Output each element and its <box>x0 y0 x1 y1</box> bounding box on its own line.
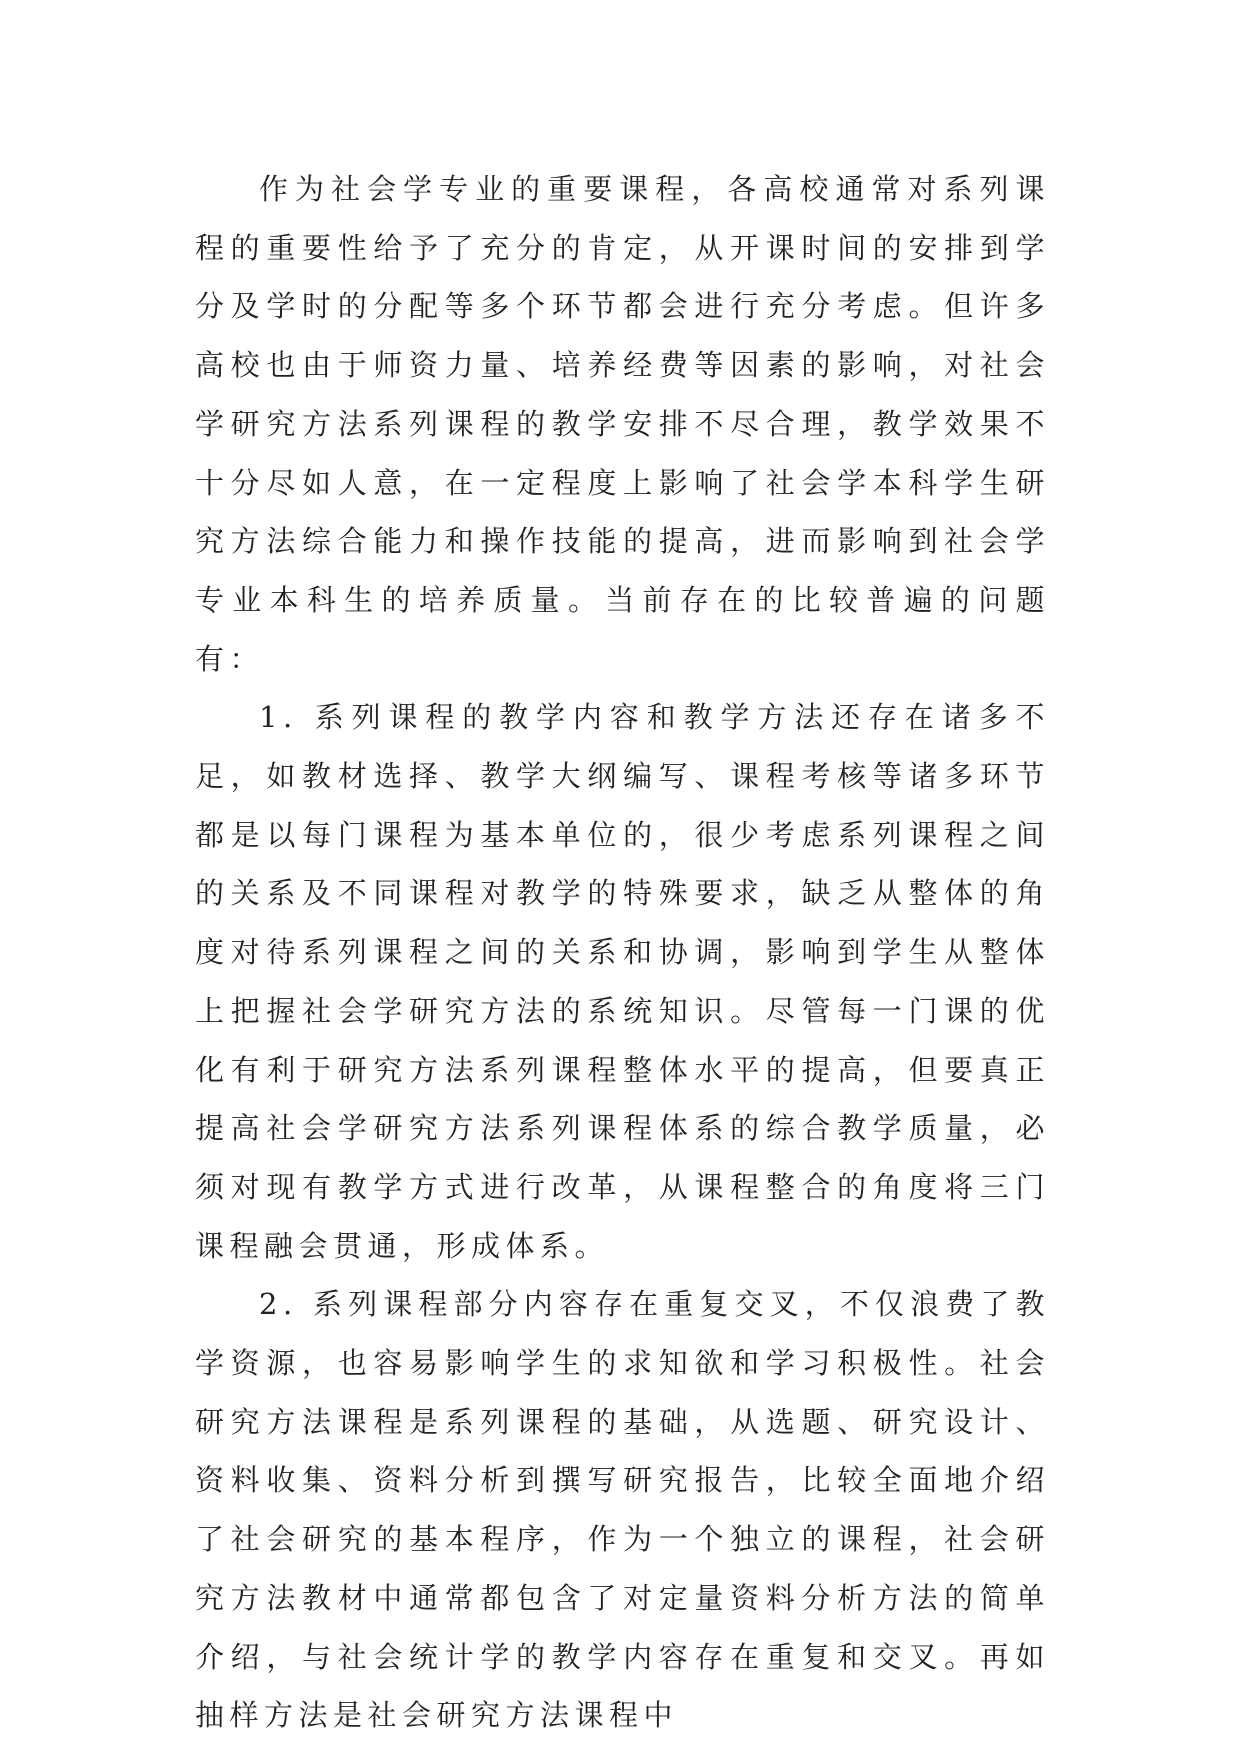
paragraph-intro: 作为社会学专业的重要课程，各高校通常对系列课程的重要性给予了充分的肯定，从开课时间的安排到学分及学时的分配等多个环节都会进行充分考虑。但许多高校也由于师资力量、培养经费等因素的影响，对社会学研究方法系列课程的教学安排不尽合理，教学效果不十分尽如人意，在一定程度上影响了社会学本科学生研究方法综合能力和操作技能的提高，进而影响到社会学专业本科生的培养质量。当前存在的比较普遍的问题有： <box>195 172 1050 676</box>
paragraph-point-2: 2. 系列课程部分内容存在重复交叉，不仅浪费了教学资源，也容易影响学生的求知欲和学习积极性。社会研究方法课程是系列课程的基础，从选题、研究设计、资料收集、资料分析到撰写研究报告，比较全面地介绍了社会研究的基本程序，作为一个独立的课程，社会研究方法教材中通常都包含了对定量资料分析方法的简单介绍，与社会统计学的教学内容存在重复和交叉。再如抽样方法是社会研究方法课程中 <box>195 1287 1050 1733</box>
body-text <box>195 160 1050 1745</box>
paragraph-point-1: 1. 系列课程的教学内容和教学方法还存在诸多不足，如教材选择、教学大纲编写、课程考核等诸多环节都是以每门课程为基本单位的，很少考虑系列课程之间的关系及不同课程对教学的特殊要求，缺乏从整体的角度对待系列课程之间的关系和协调，影响到学生从整体上把握社会学研究方法的系统知识。尽管每一门课的优化有利于研究方法系列课程整体水平的提高，但要真正提高社会学研究方法系列课程体系的综合教学质量，必须对现有教学方式进行改革，从课程整合的角度将三门课程融会贯通，形成体系。 <box>195 700 1050 1263</box>
